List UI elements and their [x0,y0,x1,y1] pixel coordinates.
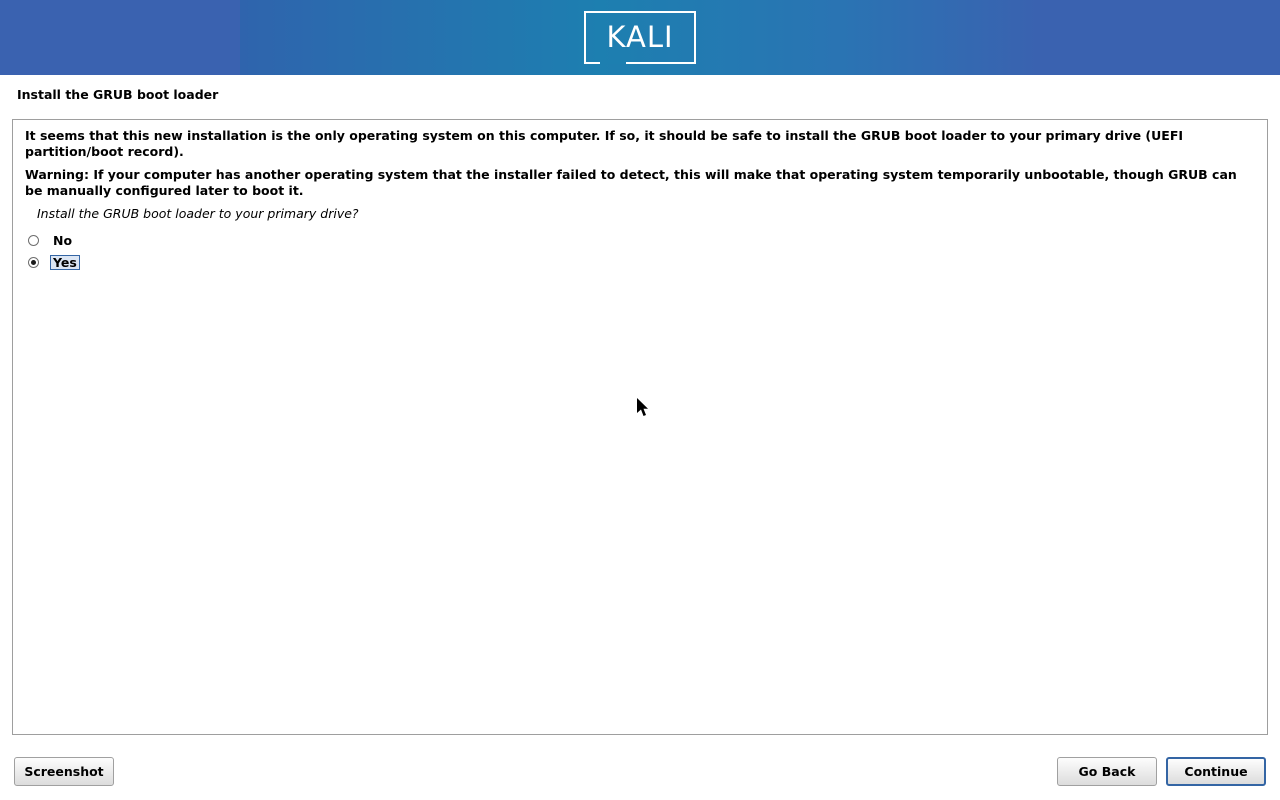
radio-button-yes[interactable] [28,257,39,268]
radio-button-no[interactable] [28,235,39,246]
banner-left-edge [0,0,240,75]
question-label: Install the GRUB boot loader to your primary drive? [37,206,359,221]
screenshot-button[interactable]: Screenshot [14,757,114,786]
radio-label-yes[interactable]: Yes [50,255,80,270]
kali-logo-text: KALI [606,19,674,54]
grub-install-radio-group[interactable] [25,229,1255,273]
installer-content-frame [12,119,1268,735]
page-title: Install the GRUB boot loader [17,87,219,102]
banner-right-edge [1040,0,1280,75]
installer-footer [0,753,1280,800]
continue-button[interactable]: Continue [1166,757,1266,786]
go-back-button[interactable]: Go Back [1057,757,1157,786]
radio-option-yes[interactable] [28,251,1255,273]
radio-option-no[interactable] [28,229,1255,251]
kali-logo-icon [584,11,696,64]
warning-paragraph: Warning: If your computer has another operating system that the installer failed to detect, this will make that operating system temporarily unbootable, though GRUB can be manually configured later to boot it. [25,167,1237,198]
radio-label-no[interactable]: No [53,232,73,248]
installer-banner [0,0,1280,75]
info-paragraph: It seems that this new installation is the only operating system on this computer. If so, it should be safe to install the GRUB boot loader to your primary drive (UEFI partition/boot record). [25,128,1184,159]
